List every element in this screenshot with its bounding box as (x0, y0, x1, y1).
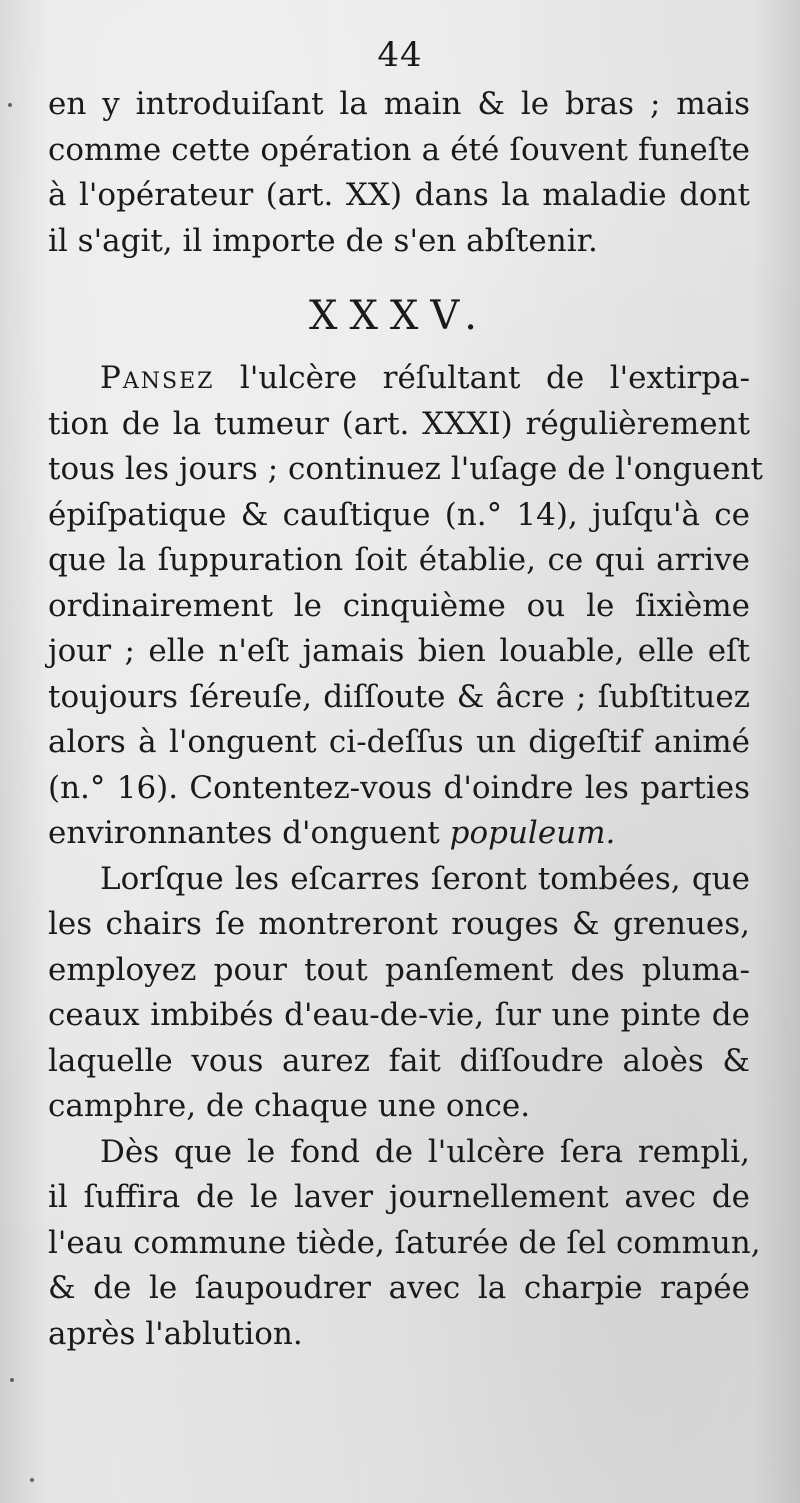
text-line: il s'agit, il importe de s'en abſtenir. (48, 222, 598, 259)
text-line: il ſuffira de le laver journellement avec de (48, 1179, 750, 1215)
text-line: tion de la tumeur (art. XXXI) régulièrement (48, 405, 750, 442)
text-line: tous les jours ; continuez l'uſage de l'onguent (48, 451, 763, 487)
text-line: comme cette opération a été ſouvent funeſte (48, 131, 750, 168)
text-line: (n.° 16). Contentez-vous d'oindre les parties (48, 769, 750, 806)
text-line: Dès que le fond de l'ulcère ſera rempli, (100, 1133, 750, 1170)
page-body (48, 82, 763, 1357)
lead-word: Pansez (100, 360, 215, 396)
paragraph (48, 857, 750, 1130)
italic-term: populeum. (449, 815, 616, 851)
text-line (48, 811, 750, 857)
paragraph (48, 356, 763, 857)
text-line: toujours ſéreuſe, diſſoute & âcre ; ſubſtituez (48, 678, 750, 715)
text-line: ordinairement le cinquième ou le ſixième (48, 587, 750, 624)
text-fragment: l'ulcère réſultant de l'extirpa- (214, 360, 750, 396)
text-line: employez pour tout panſement des pluma- (48, 951, 750, 988)
text-line: en y introduiſant la main & le bras ; mais (48, 86, 750, 122)
text-line: à l'opérateur (art. XX) dans la maladie dont (48, 177, 750, 213)
text-fragment: environnantes d'onguent (48, 815, 450, 851)
text-line: laquelle vous aurez fait diſſoudre aloès & (48, 1042, 750, 1079)
text-line: ceaux imbibés d'eau-de-vie, ſur une pinte de (48, 997, 750, 1033)
paragraph-continuation (48, 82, 750, 264)
text-line: alors à l'onguent ci-deſſus un digeſtif animé (48, 724, 750, 760)
ink-speck (10, 1378, 14, 1382)
text-line: l'eau commune tiède, ſaturée de ſel commun, (48, 1224, 761, 1261)
ink-speck (8, 103, 12, 107)
text-line: Lorſque les eſcarres ſeront tombées, que (100, 860, 750, 897)
text-line: jour ; elle n'eſt jamais bien louable, elle eſt (48, 633, 750, 669)
paragraph (48, 1130, 761, 1358)
text-line: & de le ſaupoudrer avec la charpie rapée (48, 1270, 750, 1306)
text-line (48, 356, 750, 402)
text-line: les chairs ſe montreront rouges & grenues, (48, 906, 750, 942)
page-number: 44 (377, 35, 423, 75)
text-line: que la ſuppuration ſoit établie, ce qui arrive (48, 542, 750, 578)
text-line: après l'ablution. (48, 1315, 303, 1352)
section-heading: XXXV. (308, 293, 490, 339)
text-line: camphre, de chaque une once. (48, 1088, 531, 1124)
text-line: épiſpatique & cauſtique (n.° 14), juſqu'à ce (48, 496, 750, 533)
ink-speck (30, 1478, 34, 1482)
